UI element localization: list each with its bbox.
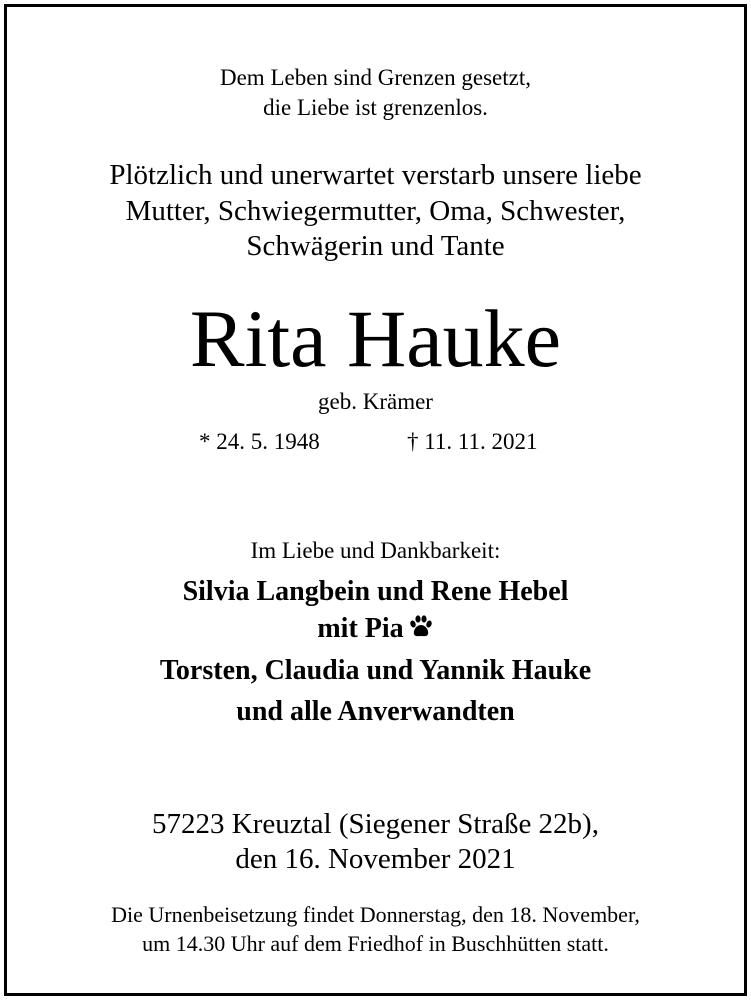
mourner-line-2-text: mit Pia bbox=[317, 613, 404, 644]
mourner-line-2 bbox=[7, 610, 744, 651]
birth-name: geb. Krämer bbox=[318, 389, 433, 414]
death-date: † 11. 11. 2021 bbox=[407, 429, 538, 454]
motto-line-1: Dem Leben sind Grenzen gesetzt, bbox=[219, 65, 532, 90]
intro-line-3: Schwägerin und Tante bbox=[246, 230, 505, 262]
place-line-1: 57223 Kreuztal (Siegener Straße 22b), bbox=[152, 808, 599, 840]
mourner-line-3: Torsten, Claudia und Yannik Hauke bbox=[159, 655, 592, 686]
intro-line-1: Plötzlich und unerwartet verstarb unsere liebe bbox=[109, 159, 642, 191]
intro-line-2: Mutter, Schwiegermutter, Oma, Schwester, bbox=[125, 195, 626, 227]
mourner-line-1: Silvia Langbein und Rene Hebel bbox=[182, 576, 569, 607]
burial-line-1: Die Urnenbeisetzung findet Donnerstag, den 18. November, bbox=[111, 902, 640, 927]
place-line-2: den 16. November 2021 bbox=[235, 843, 516, 875]
birth-date: * 24. 5. 1948 bbox=[199, 429, 320, 454]
burial-line-2: um 14.30 Uhr auf dem Friedhof in Buschhütten statt. bbox=[142, 931, 609, 956]
mourners-intro: Im Liebe und Dankbarkeit: bbox=[250, 538, 501, 563]
motto-line-2: die Liebe ist grenzenlos. bbox=[263, 95, 488, 120]
mourner-line-4: und alle Anverwandten bbox=[236, 696, 515, 727]
paw-print-icon bbox=[408, 613, 434, 651]
deceased-name: Rita Hauke bbox=[189, 293, 562, 384]
obituary-notice bbox=[4, 4, 747, 996]
life-dates bbox=[7, 427, 744, 457]
